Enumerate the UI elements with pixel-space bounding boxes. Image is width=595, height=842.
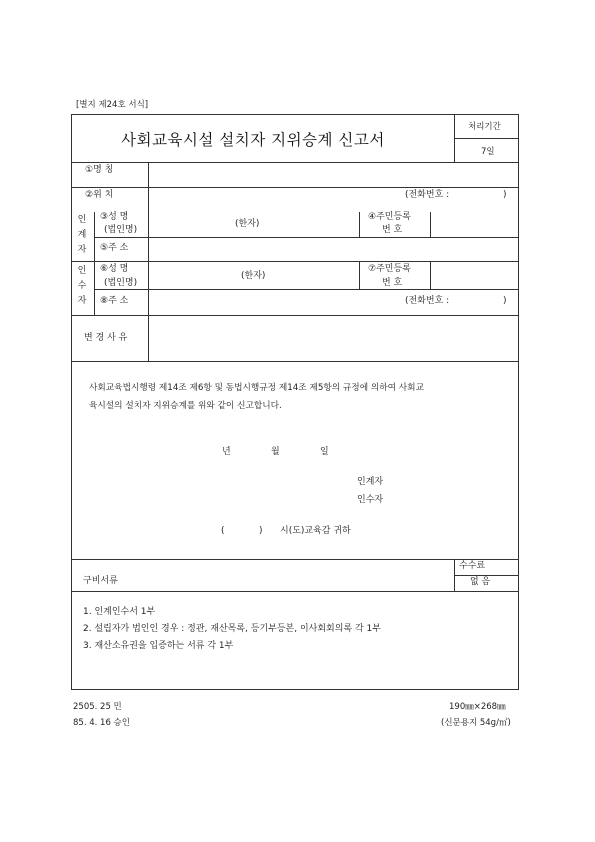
footer-code: 2505. 25 민 xyxy=(73,702,122,712)
transferor-reg-label2: 번 호 xyxy=(382,225,403,235)
date-day: 일 xyxy=(320,447,329,457)
footer-paper: (신문용지 54g/㎡) xyxy=(441,718,511,728)
signer-transferor: 인계자 xyxy=(357,477,384,487)
transferee-reg-label2: 번 호 xyxy=(382,278,403,288)
transferee-name-label: ⑥성 명 xyxy=(100,264,129,274)
transferee-corp-label: (법인명) xyxy=(104,278,138,288)
addressee: 시(도)교육감 귀하 xyxy=(280,526,351,536)
page-title: 사회교육시설 설치자 지위승계 신고서 xyxy=(121,131,385,149)
addressee-paren-close: ) xyxy=(259,526,263,536)
transferor-hanja-label: (한자) xyxy=(235,219,260,229)
location-phone-label: (전화번호 : xyxy=(405,190,450,200)
document-item: 1. 인계인수서 1부 xyxy=(83,607,156,617)
transferee-phone-close: ) xyxy=(503,296,507,306)
date-month: 월 xyxy=(271,447,280,457)
transferor-group-label: 인 계 자 xyxy=(77,215,87,255)
fee-label: 수수료 xyxy=(459,561,486,571)
signer-transferee: 인수자 xyxy=(357,495,384,505)
name-label: ①명 칭 xyxy=(85,165,114,175)
transferee-reg-label: ⑦주민등록 xyxy=(368,264,411,274)
date-year: 년 xyxy=(222,447,231,457)
transferor-reg-label: ④주민등록 xyxy=(368,212,411,222)
transferee-group-label: 인 수 자 xyxy=(77,266,87,306)
transferor-name-label: ③성 명 xyxy=(100,212,129,222)
footer-size: 190㎜×268㎜ xyxy=(449,702,506,712)
form-number: [별지 제24호 서식] xyxy=(76,100,149,110)
document-item: 2. 설립자가 법인인 경우 : 정관, 재산목록, 등기부등본, 이사회회의록 각 1부 xyxy=(83,624,381,634)
transferee-address-label: ⑧주 소 xyxy=(100,296,129,306)
statement-line1: 사회교육법시행령 제14조 제6항 및 동법시행규정 제14조 제5항의 규정에 의하여 사회교 xyxy=(89,383,424,393)
location-label: ②위 치 xyxy=(85,190,114,200)
processing-label: 처리기간 xyxy=(468,122,501,132)
transferor-corp-label: (법인명) xyxy=(104,225,138,235)
fee-value: 없 음 xyxy=(470,577,491,587)
documents-label: 구비서류 xyxy=(83,576,118,586)
document-item: 3. 재산소유권을 입증하는 서류 각 1부 xyxy=(83,641,234,651)
reason-label: 변 경 사 유 xyxy=(84,333,128,343)
transferee-hanja-label: (한자) xyxy=(241,271,266,281)
transferee-phone-label: (전화번호 : xyxy=(405,296,450,306)
statement-line2: 육시설의 설치자 지위승계를 위와 같이 신고합니다. xyxy=(89,401,282,411)
processing-value: 7일 xyxy=(481,147,495,157)
addressee-paren-open: ( xyxy=(221,526,225,536)
location-phone-close: ) xyxy=(503,190,507,200)
footer-approval: 85. 4. 16 승인 xyxy=(73,718,130,728)
transferor-address-label: ⑤주 소 xyxy=(100,243,129,253)
